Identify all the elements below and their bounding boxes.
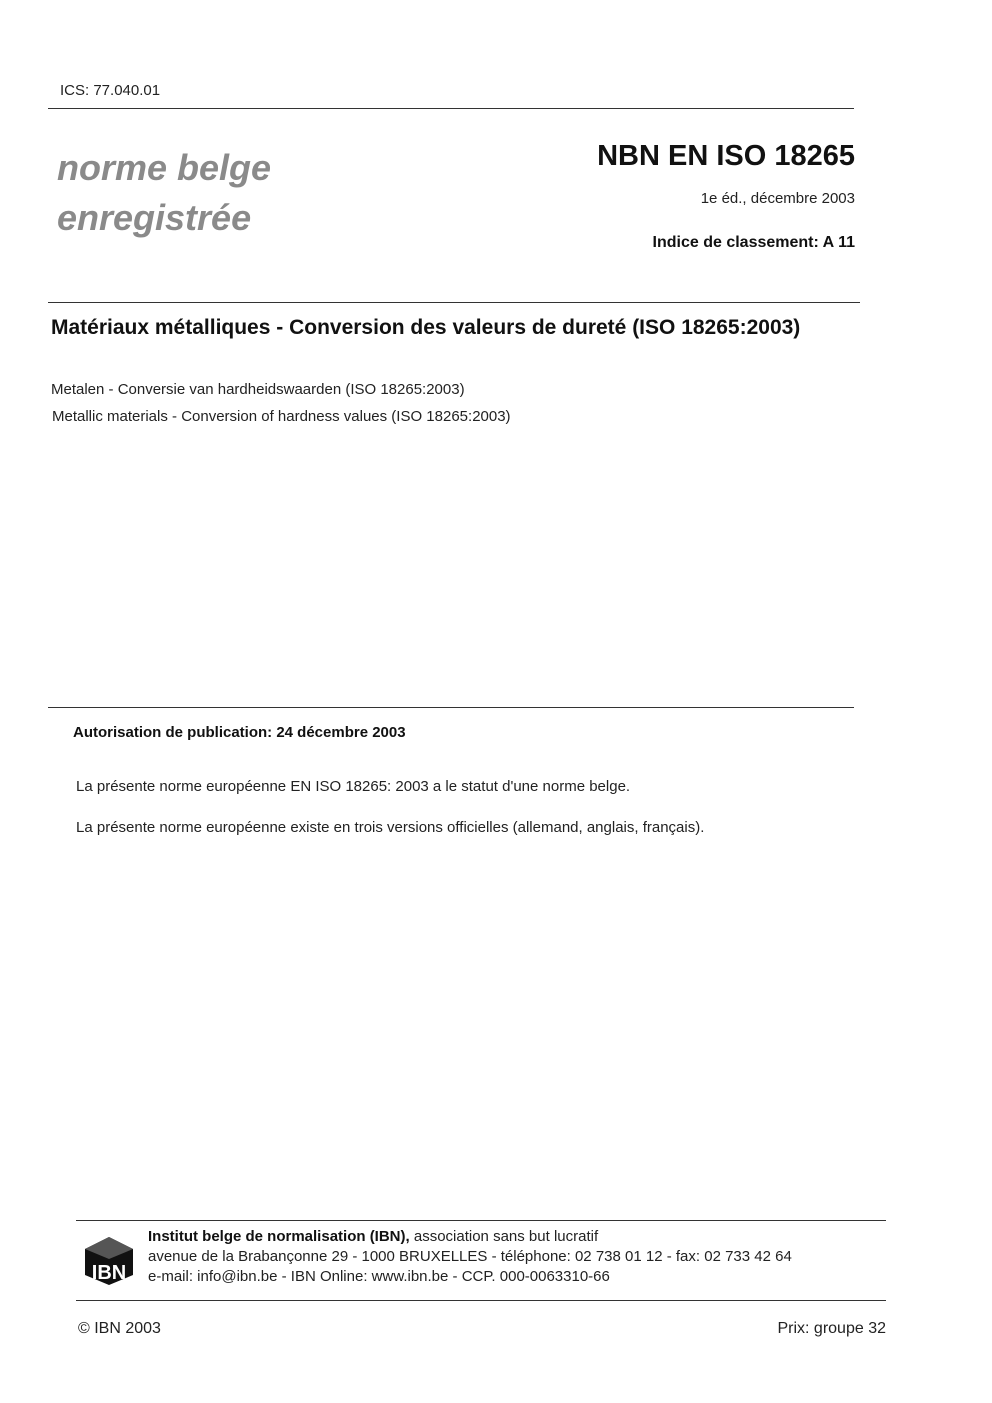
copyright: © IBN 2003 [78,1320,161,1337]
ibn-logo-icon [83,1235,135,1287]
title-dutch: Metalen - Conversie van hardheidswaarden (ISO 18265:2003) [51,381,465,398]
institute-address: avenue de la Brabançonne 29 - 1000 BRUXELLES - téléphone: 02 738 01 12 - fax: 02 733 42 64 [148,1248,792,1265]
footer-bottom-rule [76,1300,886,1301]
title-rule [48,302,860,303]
publication-rule [48,707,854,708]
norme-belge-label [57,143,271,243]
publication-authorization: Autorisation de publication: 24 décembre 2003 [73,724,406,741]
institute-contact: e-mail: info@ibn.be - IBN Online: www.ibn.be - CCP. 000-0063310-66 [148,1268,610,1285]
institute-line [148,1228,598,1245]
norme-line-1: norme belge [57,147,272,188]
header-rule [48,108,854,109]
ibn-logo-text: IBN [91,1262,127,1284]
versions-paragraph: La présente norme européenne existe en trois versions officielles (allemand, anglais, français). [76,819,705,836]
title-french: Matériaux métalliques - Conversion des valeurs de dureté (ISO 18265:2003) [51,316,801,339]
institute-description: association sans but lucratif [413,1228,599,1245]
title-english: Metallic materials - Conversion of hardness values (ISO 18265:2003) [52,408,511,425]
institute-name: Institut belge de normalisation (IBN), [148,1228,410,1245]
status-paragraph: La présente norme européenne EN ISO 18265: 2003 a le statut d'une norme belge. [76,778,631,795]
norme-line-2: enregistrée [57,197,252,238]
ics-code: ICS: 77.040.01 [60,82,161,99]
edition-date: 1e éd., décembre 2003 [700,190,855,207]
classification-index: Indice de classement: A 11 [652,234,855,251]
standard-code: NBN EN ISO 18265 [597,140,855,172]
footer-top-rule [76,1220,886,1221]
price-group: Prix: groupe 32 [777,1320,886,1337]
